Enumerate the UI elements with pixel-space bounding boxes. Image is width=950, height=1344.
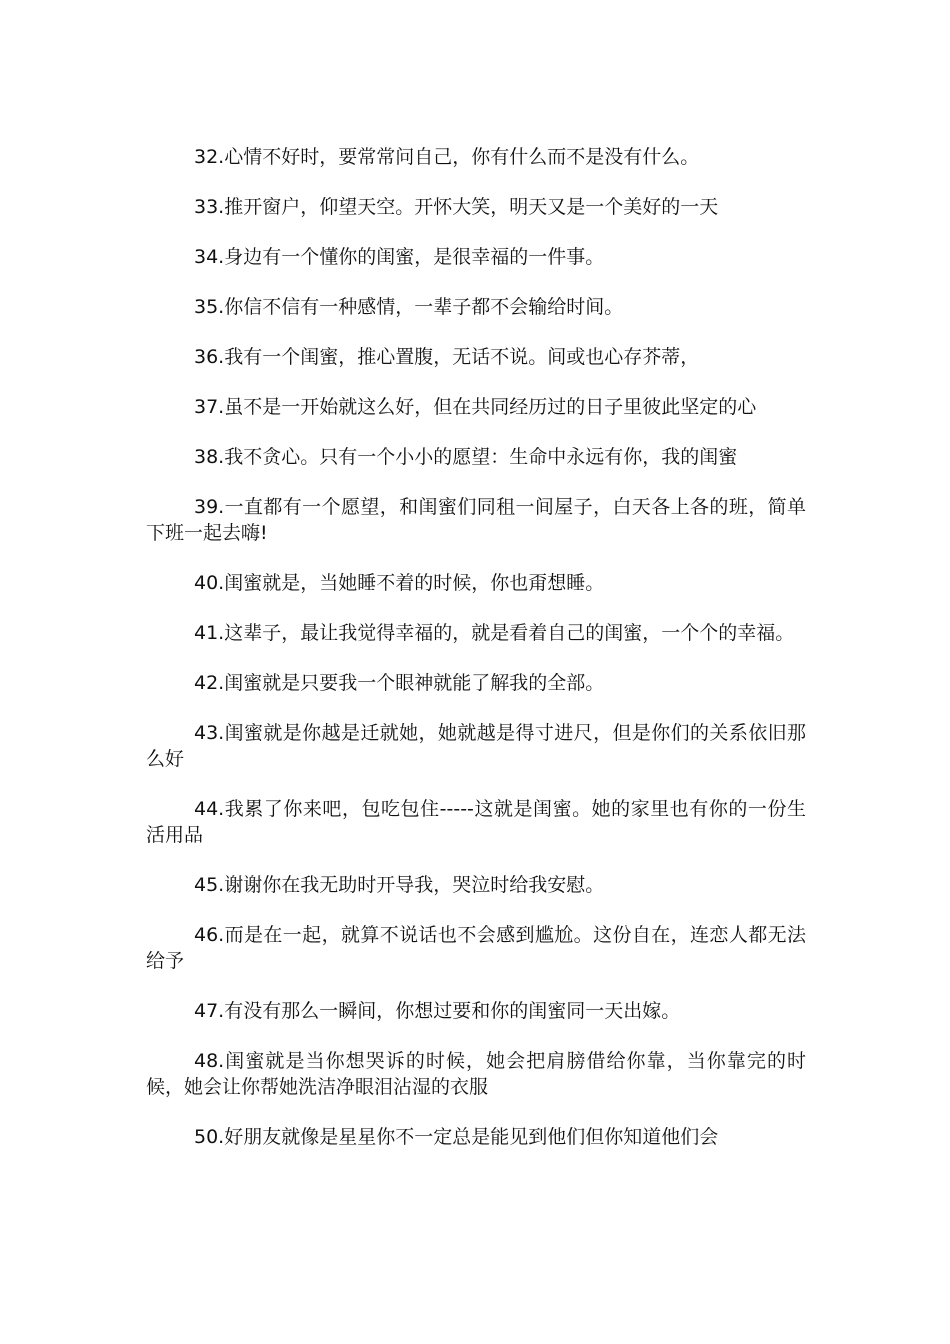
paragraph-50: 50.好朋友就像是星星你不一定总是能见到他们但你知道他们会: [194, 1126, 719, 1148]
paragraph-38: 38.我不贪心。只有一个小小的愿望：生命中永远有你，我的闺蜜: [194, 446, 738, 468]
paragraph-46: 46.而是在一起，就算不说话也不会感到尴尬。这份自在，连恋人都无法给予: [146, 924, 806, 972]
paragraph-44: 44.我累了你来吧，包吃包住-----这就是闺蜜。她的家里也有你的一份生活用品: [146, 798, 806, 846]
paragraph-45: 45.谢谢你在我无助时开导我，哭泣时给我安慰。: [194, 874, 605, 896]
paragraph-41: 41.这辈子，最让我觉得幸福的，就是看着自己的闺蜜，一个个的幸福。: [194, 622, 795, 644]
paragraph-32: 32.心情不好时，要常常问自己，你有什么而不是没有什么。: [194, 146, 700, 168]
paragraph-42: 42.闺蜜就是只要我一个眼神就能了解我的全部。: [194, 672, 605, 694]
paragraph-36: 36.我有一个闺蜜，推心置腹，无话不说。间或也心存芥蒂，: [194, 346, 700, 368]
paragraph-47: 47.有没有那么一瞬间，你想过要和你的闺蜜同一天出嫁。: [194, 1000, 681, 1022]
document-body: [146, 144, 806, 1174]
paragraph-34: 34.身边有一个懂你的闺蜜，是很幸福的一件事。: [194, 246, 605, 268]
paragraph-48: 48.闺蜜就是当你想哭诉的时候，她会把肩膀借给你靠，当你靠完的时候，她会让你帮她洗洁净眼泪沾湿的衣服: [146, 1050, 806, 1098]
paragraph-35: 35.你信不信有一种感情，一辈子都不会输给时间。: [194, 296, 624, 318]
paragraph-43: 43.闺蜜就是你越是迁就她，她就越是得寸进尺，但是你们的关系依旧那么好: [146, 722, 806, 770]
paragraph-37: 37.虽不是一开始就这么好，但在共同经历过的日子里彼此坚定的心: [194, 396, 757, 418]
paragraph-33: 33.推开窗户，仰望天空。开怀大笑，明天又是一个美好的一天: [194, 196, 719, 218]
paragraph-39: 39.一直都有一个愿望，和闺蜜们同租一间屋子，白天各上各的班，简单下班一起去嗨!: [146, 496, 806, 544]
paragraph-40: 40.闺蜜就是，当她睡不着的时候，你也甭想睡。: [194, 572, 605, 594]
